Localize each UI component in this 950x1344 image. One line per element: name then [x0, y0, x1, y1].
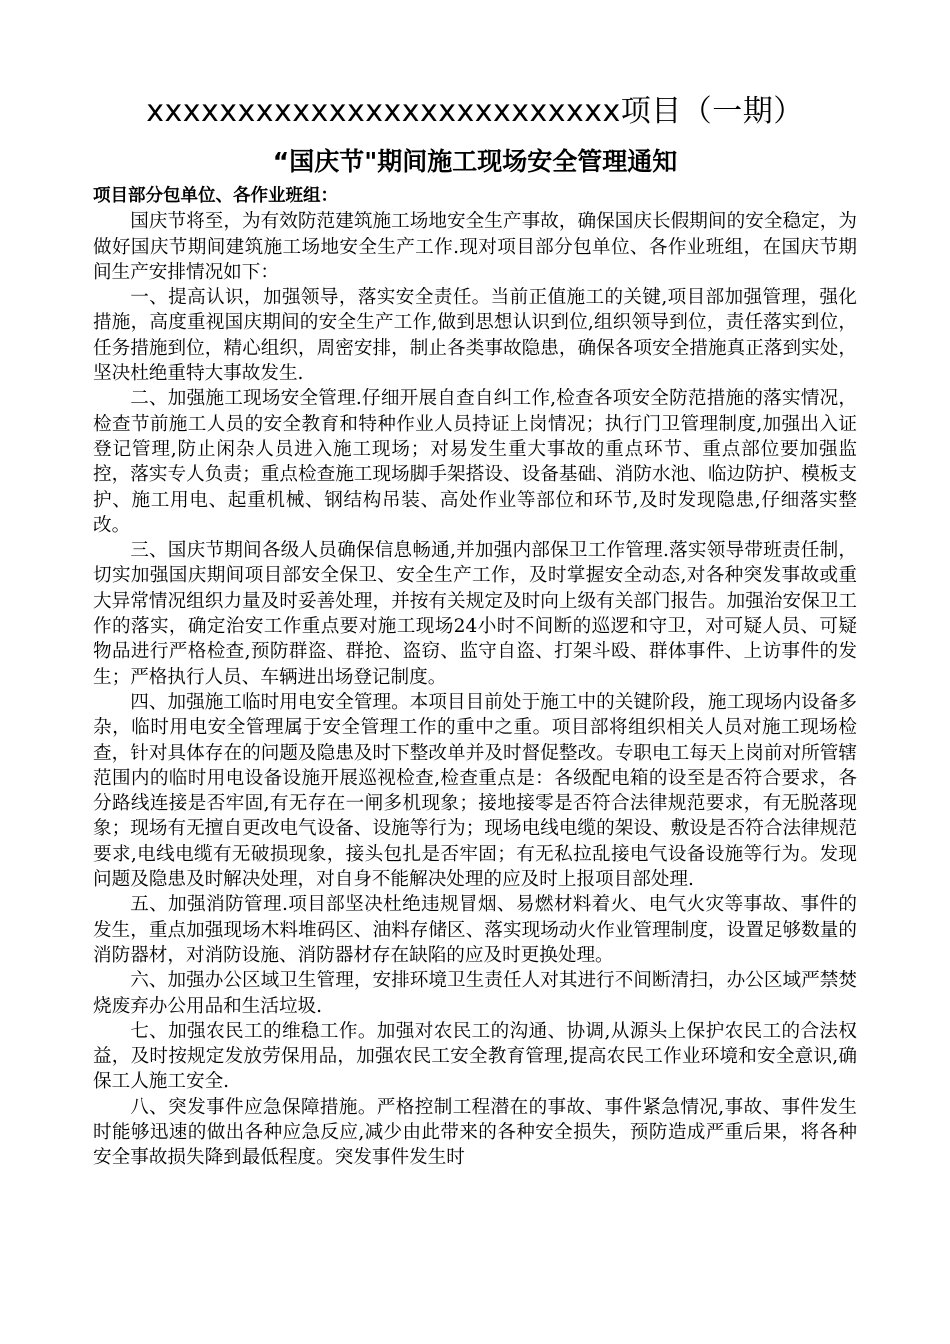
paragraph-section-3: 三、国庆节期间各级人员确保信息畅通,并加强内部保卫工作管理.落实领导带班责任制，切实加强国庆期间项目部安全保卫、安全生产工作，及时掌握安全动态,对各种突发事故或重大异常情况组织力量及时妥善处理，并按有关规定及时向上级有关部门报告。加强治安保卫工作的落实，确定治安工作重点要对施工现场24小时不间断的巡逻和守卫，对可疑人员、可疑物品进行严格检查,预防群盗、群抢、盗窃、监守自盗、打架斗殴、群体事件、上访事件的发生；严格执行人员、车辆进出场登记制度。	[93, 540, 857, 688]
paragraph-section-4: 四、加强施工临时用电安全管理。本项目目前处于施工中的关键阶段，施工现场内设备多杂，临时用电安全管理属于安全管理工作的重中之重。项目部将组织相关人员对施工现场检查，针对具体存在的问题及隐患及时下整改单并及时督促整改。专职电工每天上岗前对所管辖范围内的临时用电设备设施开展巡视检查,检查重点是：各级配电箱的设至是否符合要求，各分路线连接是否牢固,有无存在一闸多机现象；接地接零是否符合法律规范要求，有无脱落现象；现场有无擅自更改电气设备、设施等行为；现场电线电缆的架设、敷设是否符合法律规范要求,电线电缆有无破损现象，接头包扎是否牢固；有无私拉乱接电气设备设施等行为。发现问题及隐患及时解决处理，对自身不能解决处理的应及时上报项目部处理.	[93, 691, 857, 891]
paragraph-section-8: 八、突发事件应急保障措施。严格控制工程潜在的事故、事件紧急情况,事故、事件发生时能够迅速的做出各种应急反应,减少由此带来的各种安全损失，预防造成严重后果，将各种安全事故损失降到最低程度。突发事件发生时	[93, 1096, 857, 1169]
document-subtitle: “国庆节"期间施工现场安全管理通知	[272, 147, 678, 176]
document-title: xxxxxxxxxxxxxxxxxxxxxxxxxx项目（一期）	[146, 94, 804, 129]
paragraph-section-5: 五、加强消防管理.项目部坚决杜绝违规冒烟、易燃材料着火、电气火灾等事故、事件的发生，重点加强现场木料堆码区、油料存储区、落实现场动火作业管理制度，设置足够数量的消防器材，对消防设施、消防器材存在缺陷的应及时更换处理。	[93, 894, 857, 966]
document-body	[93, 184, 857, 1171]
addressee-line: 项目部分包单位、各作业班组：	[93, 186, 338, 206]
paragraph-section-7: 七、加强农民工的维稳工作。加强对农民工的沟通、协调,从源头上保护农民工的合法权益，及时按规定发放劳保用品，加强农民工安全教育管理,提高农民工作业环境和安全意识,确保工人施工安全.	[93, 1020, 857, 1093]
paragraph-section-1: 一、提高认识，加强领导，落实安全责任。当前正值施工的关键,项目部加强管理，强化措施，高度重视国庆期间的安全生产工作,做到思想认识到位,组织领导到位，责任落实到位，任务措施到位，精心组织，周密安排，制止各类事故隐患，确保各项安全措施真正落到实处，坚决杜绝重特大事故发生.	[93, 287, 857, 385]
paragraph-section-2: 二、加强施工现场安全管理.仔细开展自查自纠工作,检查各项安全防范措施的落实情况，检查节前施工人员的安全教育和特种作业人员持证上岗情况；执行门卫管理制度,加强出入证登记管理,防止闲杂人员进入施工现场；对易发生重大事故的重点环节、重点部位要加强监控，落实专人负责；重点检查施工现场脚手架搭设、设备基础、消防水池、临边防护、模板支护、施工用电、起重机械、钢结构吊装、高处作业等部位和环节,及时发现隐患,仔细落实整改。	[93, 388, 857, 536]
paragraph-section-6: 六、加强办公区域卫生管理，安排环境卫生责任人对其进行不间断清扫，办公区域严禁焚烧废弃办公用品和生活垃圾.	[93, 970, 857, 1017]
paragraph-intro: 国庆节将至，为有效防范建筑施工场地安全生产事故，确保国庆长假期间的安全稳定，为做好国庆节期间建筑施工场地安全生产工作.现对项目部分包单位、各作业班组，在国庆节期间生产安排情况如下：	[93, 211, 857, 283]
